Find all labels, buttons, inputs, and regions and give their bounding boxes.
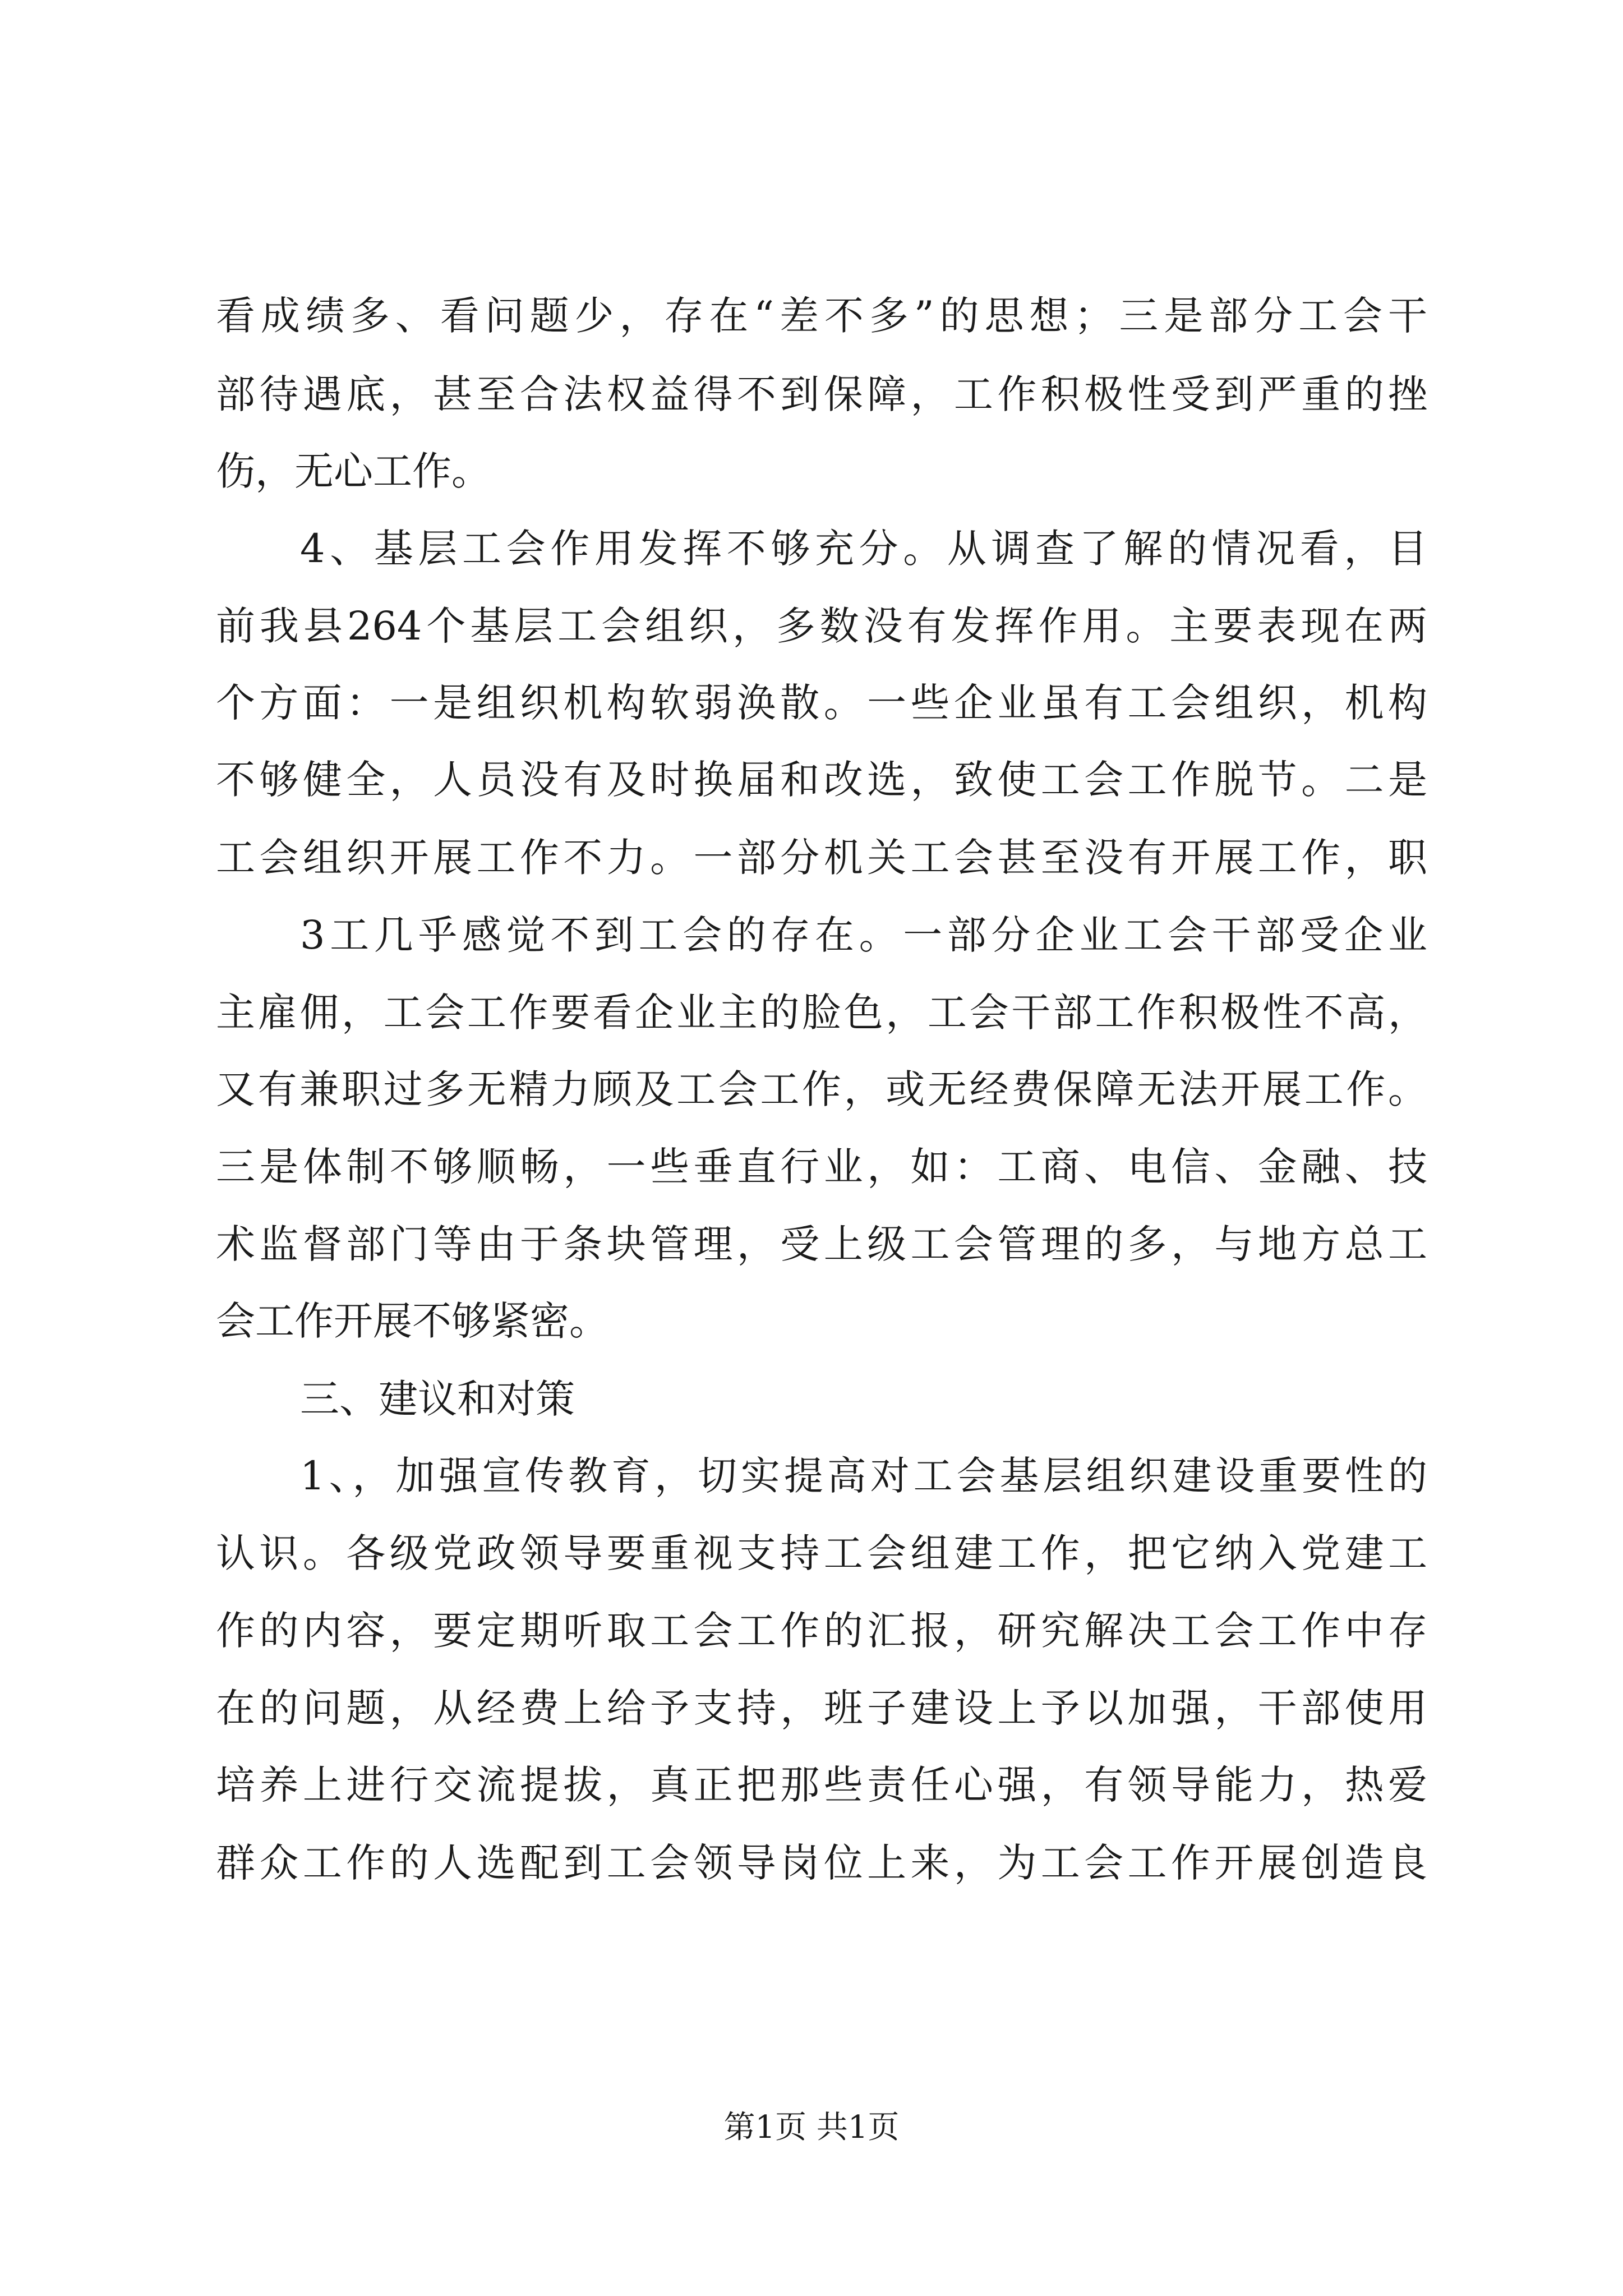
text-line: 在的问题，从经费上给予支持，班子建设上予以加强，干部使用: [216, 1685, 1427, 1731]
text-line: 不够健全，人员没有及时换届和改选，致使工会工作脱节。二是: [216, 757, 1427, 803]
paragraph-first-line: 1、，加强宣传教育，切实提高对工会基层组织建设重要性的: [300, 1453, 1427, 1499]
text-line: 培养上进行交流提拔，真正把那些责任心强，有领导能力，热爱: [216, 1762, 1427, 1808]
text-line: 又有兼职过多无精力顾及工会工作，或无经费保障无法开展工作。: [216, 1066, 1427, 1112]
text-line: 工会组织开展工作不力。一部分机关工会甚至没有开展工作，职: [216, 835, 1427, 881]
text-line: 会工作开展不够紧密。: [216, 1298, 608, 1344]
page-footer: 第1页 共1页: [723, 2109, 900, 2146]
text-line: 认识。各级党政领导要重视支持工会组建工作，把它纳入党建工: [216, 1530, 1427, 1576]
text-line: 主雇佣，工会工作要看企业主的脸色，工会干部工作积极性不高，: [216, 990, 1427, 1036]
section-heading: 三、建议和对策: [300, 1376, 575, 1422]
text-line: 个方面：一是组织机构软弱涣散。一些企业虽有工会组织，机构: [216, 680, 1427, 726]
text-line: 伤，无心工作。: [216, 448, 491, 494]
text-line: 看成绩多、看问题少，存在“差不多”的思想；三是部分工会干: [216, 293, 1427, 339]
paragraph-first-line: 3工几乎感觉不到工会的存在。一部分企业工会干部受企业: [300, 912, 1427, 958]
text-line: 群众工作的人选配到工会领导岗位上来，为工会工作开展创造良: [216, 1840, 1427, 1886]
text-line: 前我县264个基层工会组织，多数没有发挥作用。主要表现在两: [216, 603, 1427, 649]
text-line: 作的内容，要定期听取工会工作的汇报，研究解决工会工作中存: [216, 1608, 1427, 1654]
text-line: 部待遇底，甚至合法权益得不到保障，工作积极性受到严重的挫: [216, 371, 1427, 417]
paragraph-first-line: 4、基层工会作用发挥不够充分。从调查了解的情况看，目: [300, 526, 1427, 572]
text-line: 三是体制不够顺畅，一些垂直行业，如：工商、电信、金融、技: [216, 1144, 1427, 1190]
text-line: 术监督部门等由于条块管理，受上级工会管理的多，与地方总工: [216, 1221, 1427, 1267]
